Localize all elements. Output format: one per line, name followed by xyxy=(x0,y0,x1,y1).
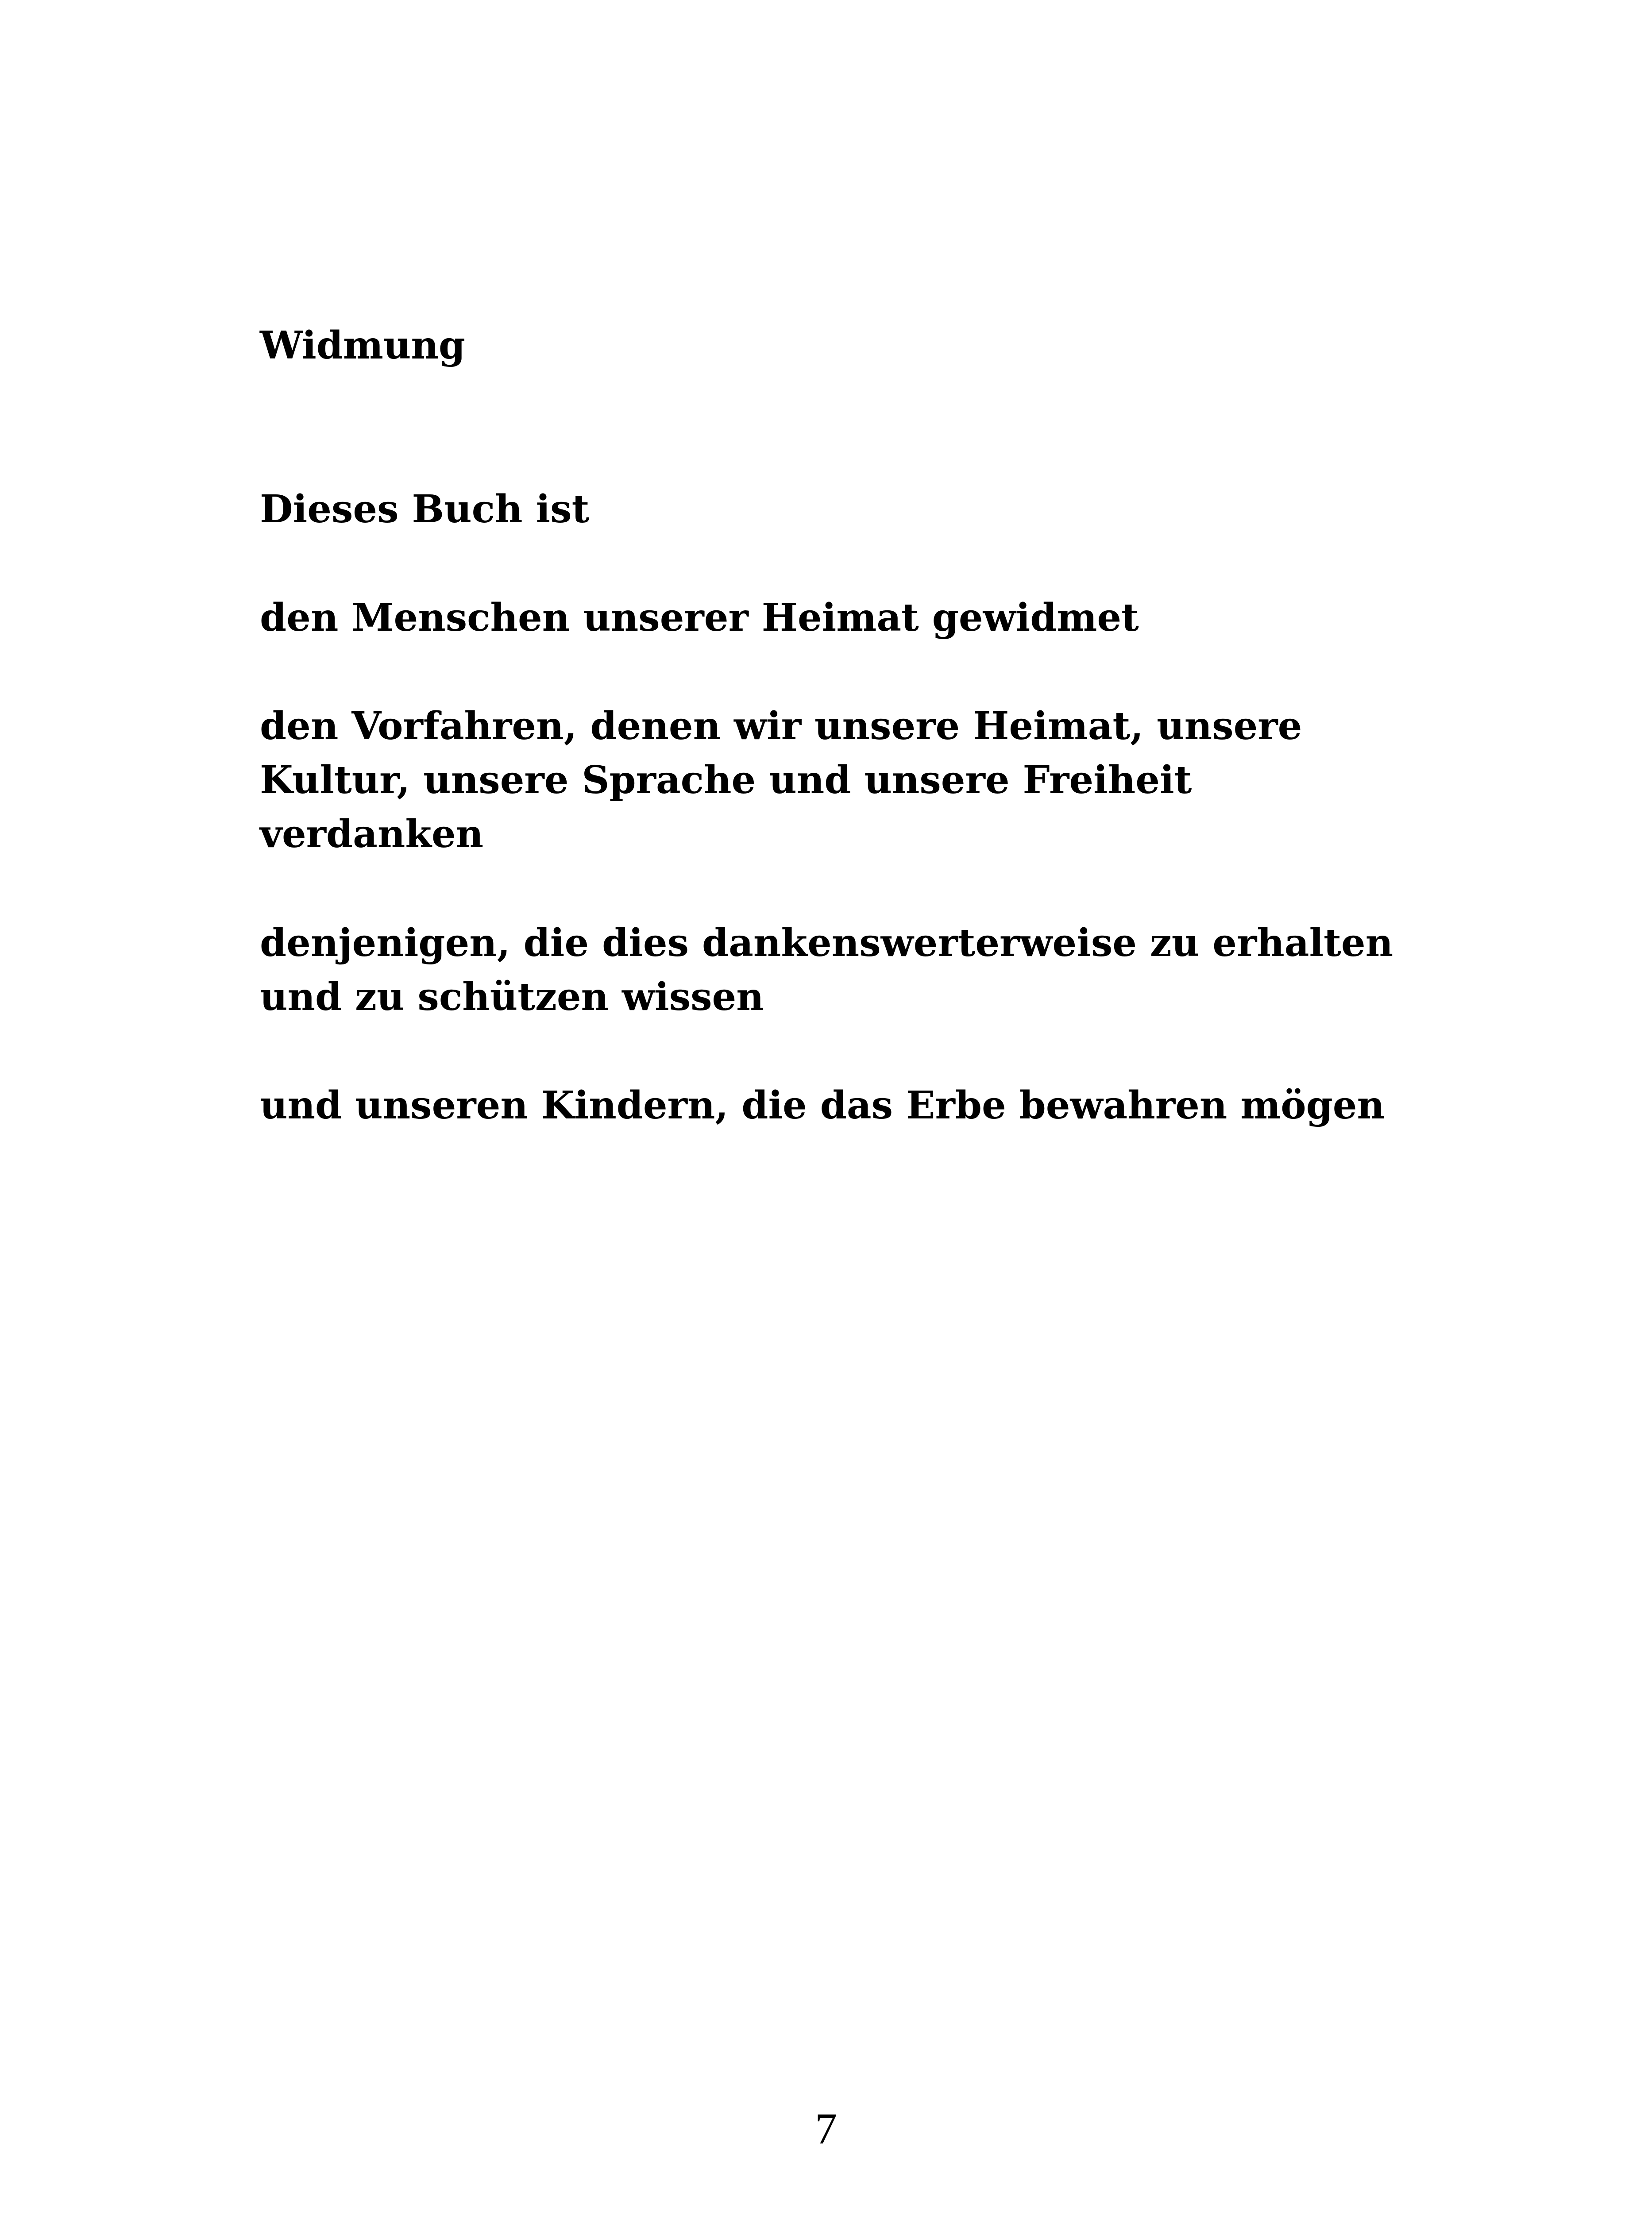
paragraph-1-line-1: Dieses Buch ist xyxy=(260,487,590,532)
paragraph-4-line-1: denjenigen, die dies dankenswerterweise zu erhalten xyxy=(260,921,1393,965)
paragraph-4-line-2: und zu schützen wissen xyxy=(260,975,764,1019)
paragraph-3-line-1: den Vorfahren, denen wir unsere Heimat, unsere xyxy=(260,704,1302,748)
paragraph-3-line-3: verdanken xyxy=(260,812,484,856)
paragraph-5-line-1: und unseren Kindern, die das Erbe bewahren mögen xyxy=(260,1083,1385,1128)
paragraph-2-line-1: den Menschen unserer Heimat gewidmet xyxy=(260,595,1139,640)
page-number: 7 xyxy=(815,2104,837,2153)
paragraph-3-line-2: Kultur, unsere Sprache und unsere Freiheit xyxy=(260,758,1192,802)
heading-widmung: Widmung xyxy=(260,323,466,368)
